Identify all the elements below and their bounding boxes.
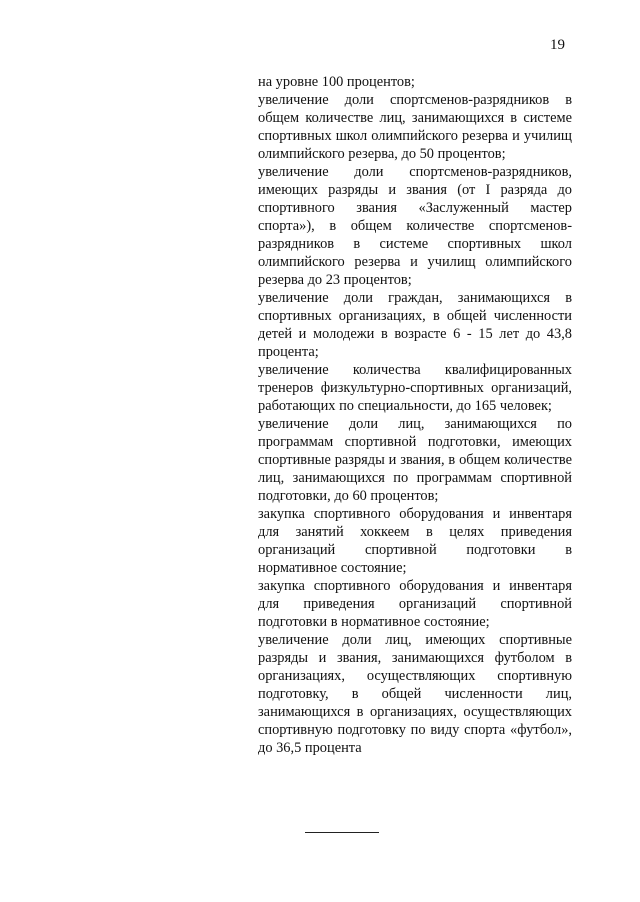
paragraph-football-36-5: увеличение доли лиц, имеющих спортивные разряды и звания, занимающихся футболом в организациях, осуществляющих спортивную подготовку, в общей численности лиц, занимающихся в организациях, осуществляющих спортивную подготовку по виду спорта «футбол», до 36,5 процента (258, 632, 572, 756)
paragraph-target-100-percent: на уровне 100 процентов; (258, 74, 415, 90)
page-number: 19 (550, 37, 565, 53)
end-divider-line (305, 832, 379, 833)
paragraph-ranked-athletes-50: увеличение доли спортсменов-разрядников в общем количестве лиц, занимающихся в системе спортивных школ олимпийского резерва и училищ олимпийского резерва, до 50 процентов; (258, 92, 572, 162)
paragraph-citizens-43-8: увеличение доли граждан, занимающихся в спортивных организациях, в общей численности детей и молодежи в возрасте 6 - 15 лет до 43,8 процента; (258, 290, 572, 360)
document-body (258, 73, 572, 757)
paragraph-hockey-equipment: закупка спортивного оборудования и инвентаря для занятий хоккеем в целях приведения организаций спортивной подготовки в нормативное состояние; (258, 506, 572, 576)
paragraph-coaches-165: увеличение количества квалифицированных тренеров физкультурно-спортивных организаций, работающих по специальности, до 165 человек; (258, 362, 572, 414)
paragraph-sports-equipment: закупка спортивного оборудования и инвентаря для приведения организаций спортивной подготовки в нормативное состояние; (258, 578, 572, 630)
paragraph-training-programs-60: увеличение доли лиц, занимающихся по программам спортивной подготовки, имеющих спортивные разряды и звания, в общем количестве лиц, занимающихся по программам спортивной подготовки, до 60 процентов; (258, 416, 572, 504)
paragraph-ranked-athletes-23: увеличение доли спортсменов-разрядников, имеющих разряды и звания (от I разряда до спортивного звания «Заслуженный мастер спорта»), в общем количестве спортсменов-разрядников в системе спортивных школ олимпийского резерва и училищ олимпийского резерва до 23 процентов; (258, 164, 572, 288)
